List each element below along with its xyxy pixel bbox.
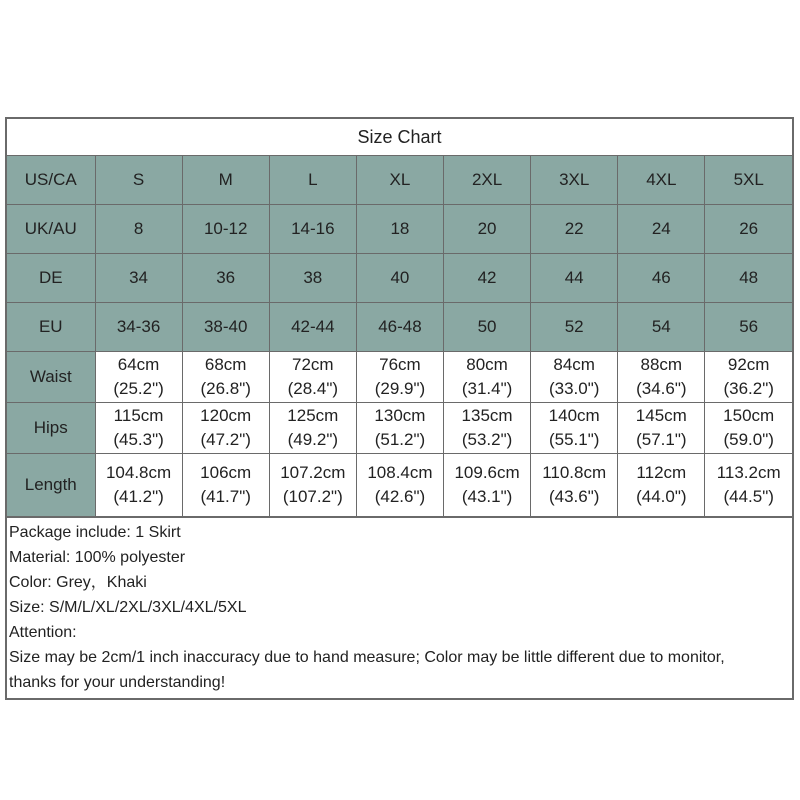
size-cell: 38 [269, 254, 356, 303]
measurement-cell [182, 403, 269, 454]
measurement-cm: 120cm [200, 406, 252, 425]
size-cell: 38-40 [182, 303, 269, 352]
size-cell: 40 [356, 254, 443, 303]
size-cell: 46 [618, 254, 705, 303]
measurement-cm: 72cm [292, 355, 334, 374]
measurement-inch: (51.2") [374, 430, 426, 449]
measurement-cell [444, 403, 531, 454]
measurement-cm: 113.2cm [716, 463, 781, 482]
size-cell: 52 [531, 303, 618, 352]
size-cell: 14-16 [269, 205, 356, 254]
measurement-inch: (43.1") [461, 487, 513, 506]
row-label: DE [7, 254, 95, 303]
size-cell: 5XL [705, 156, 792, 205]
measurement-cell [182, 454, 269, 517]
measurement-cm: 109.6cm [454, 463, 520, 482]
measurement-cell [95, 403, 182, 454]
measurement-cell [705, 352, 792, 403]
size-cell: 42 [444, 254, 531, 303]
measurement-cell [618, 403, 705, 454]
measurement-cm: 106cm [200, 463, 252, 482]
measurement-cell [618, 454, 705, 517]
size-row-de [7, 254, 792, 303]
measurement-inch: (47.2") [200, 430, 251, 449]
note-accuracy: Size may be 2cm/1 inch inaccuracy due to hand measure; Color may be little different due to monitor, [9, 649, 725, 666]
measurement-inch: (41.7") [200, 487, 251, 506]
size-cell: 36 [182, 254, 269, 303]
measurement-inch: (36.2") [723, 379, 774, 398]
size-table-body [7, 156, 792, 517]
note-thanks: thanks for your understanding! [9, 674, 226, 691]
size-cell: 4XL [618, 156, 705, 205]
size-cell: 2XL [444, 156, 531, 205]
measurement-inch: (55.1") [548, 430, 600, 449]
measurement-cm: 92cm [727, 355, 770, 374]
measurement-inch: (41.2") [113, 487, 164, 506]
chart-title: Size Chart [7, 119, 792, 156]
measurement-inch: (59.0") [723, 430, 774, 449]
measurement-cm: 135cm [461, 406, 513, 425]
note-size: Size: S/M/L/XL/2XL/3XL/4XL/5XL [9, 599, 247, 616]
measurement-cm: 108.4cm [367, 463, 433, 482]
size-cell: 10-12 [182, 205, 269, 254]
measurement-cell [356, 403, 443, 454]
size-cell: 26 [705, 205, 792, 254]
measurement-cm: 107.2cm [280, 463, 346, 482]
measurement-cell [531, 352, 618, 403]
size-cell: S [95, 156, 182, 205]
note-material: Material: 100% polyester [9, 549, 186, 566]
measurement-inch: (33.0") [548, 379, 600, 398]
measurement-cell [618, 352, 705, 403]
size-cell: 3XL [531, 156, 618, 205]
size-cell: 54 [618, 303, 705, 352]
row-label: EU [7, 303, 95, 352]
size-cell: 48 [705, 254, 792, 303]
measurement-cell [444, 454, 531, 517]
measurement-cell [182, 352, 269, 403]
measurement-inch: (29.9") [374, 379, 426, 398]
measurement-inch: (26.8") [200, 379, 251, 398]
measurement-cell [269, 352, 356, 403]
row-label: Hips [7, 403, 95, 454]
measurement-cm: 88cm [640, 355, 683, 374]
measurement-cell [705, 454, 792, 517]
row-label: UK/AU [7, 205, 95, 254]
measurement-row-length [7, 454, 792, 517]
measurement-inch: (31.4") [461, 379, 513, 398]
measurement-inch: (43.6") [548, 487, 600, 506]
size-cell: M [182, 156, 269, 205]
size-cell: XL [356, 156, 443, 205]
size-cell: 8 [95, 205, 182, 254]
measurement-inch: (107.2") [282, 487, 343, 506]
measurement-cell [531, 454, 618, 517]
measurement-cell [444, 352, 531, 403]
size-cell: 18 [356, 205, 443, 254]
measurement-inch: (25.2") [113, 379, 164, 398]
measurement-cm: 130cm [374, 406, 426, 425]
measurement-inch: (42.6") [374, 487, 426, 506]
size-cell: 42-44 [269, 303, 356, 352]
size-cell: 20 [444, 205, 531, 254]
size-row-us-ca [7, 156, 792, 205]
measurement-cm: 64cm [117, 355, 160, 374]
measurement-cm: 68cm [204, 355, 247, 374]
measurement-cm: 140cm [548, 406, 600, 425]
measurement-cm: 112cm [636, 463, 687, 482]
measurement-cell [95, 352, 182, 403]
note-attention: Attention: [9, 624, 77, 641]
size-chart [5, 117, 794, 700]
size-cell: L [269, 156, 356, 205]
measurement-cm: 104.8cm [105, 463, 172, 482]
measurement-inch: (44.5") [723, 487, 774, 506]
size-cell: 24 [618, 205, 705, 254]
size-cell: 46-48 [356, 303, 443, 352]
measurement-inch: (44.0") [636, 487, 687, 506]
measurement-inch: (45.3") [113, 430, 164, 449]
measurement-cm: 110.8cm [542, 463, 607, 482]
measurement-inch: (53.2") [461, 430, 513, 449]
measurement-cm: 76cm [379, 355, 421, 374]
measurement-cell [269, 403, 356, 454]
measurement-cell [95, 454, 182, 517]
measurement-inch: (49.2") [287, 430, 339, 449]
measurement-row-waist [7, 352, 792, 403]
note-package: Package include: 1 Skirt [9, 524, 181, 541]
measurement-inch: (28.4") [287, 379, 339, 398]
measurement-cell [269, 454, 356, 517]
measurement-cell [356, 352, 443, 403]
measurement-cell [705, 403, 792, 454]
size-cell: 22 [531, 205, 618, 254]
measurement-cm: 80cm [466, 355, 508, 374]
size-cell: 34-36 [95, 303, 182, 352]
size-cell: 56 [705, 303, 792, 352]
measurement-cm: 145cm [635, 406, 687, 425]
measurement-cm: 115cm [113, 406, 164, 425]
size-row-eu [7, 303, 792, 352]
size-cell: 44 [531, 254, 618, 303]
measurement-inch: (34.6") [636, 379, 687, 398]
size-cell: 50 [444, 303, 531, 352]
measurement-cm: 150cm [723, 406, 775, 425]
measurement-cm: 125cm [287, 406, 339, 425]
note-color: Color: Grey，Khaki [9, 574, 147, 591]
row-label: Length [7, 454, 95, 517]
size-cell: 34 [95, 254, 182, 303]
size-row-uk-au [7, 205, 792, 254]
measurement-cell [531, 403, 618, 454]
size-table [7, 156, 792, 517]
product-notes [7, 517, 792, 695]
measurement-inch: (57.1") [636, 430, 687, 449]
row-label: US/CA [7, 156, 95, 205]
measurement-cell [356, 454, 443, 517]
measurement-row-hips [7, 403, 792, 454]
measurement-cm: 84cm [553, 355, 595, 374]
row-label: Waist [7, 352, 95, 403]
